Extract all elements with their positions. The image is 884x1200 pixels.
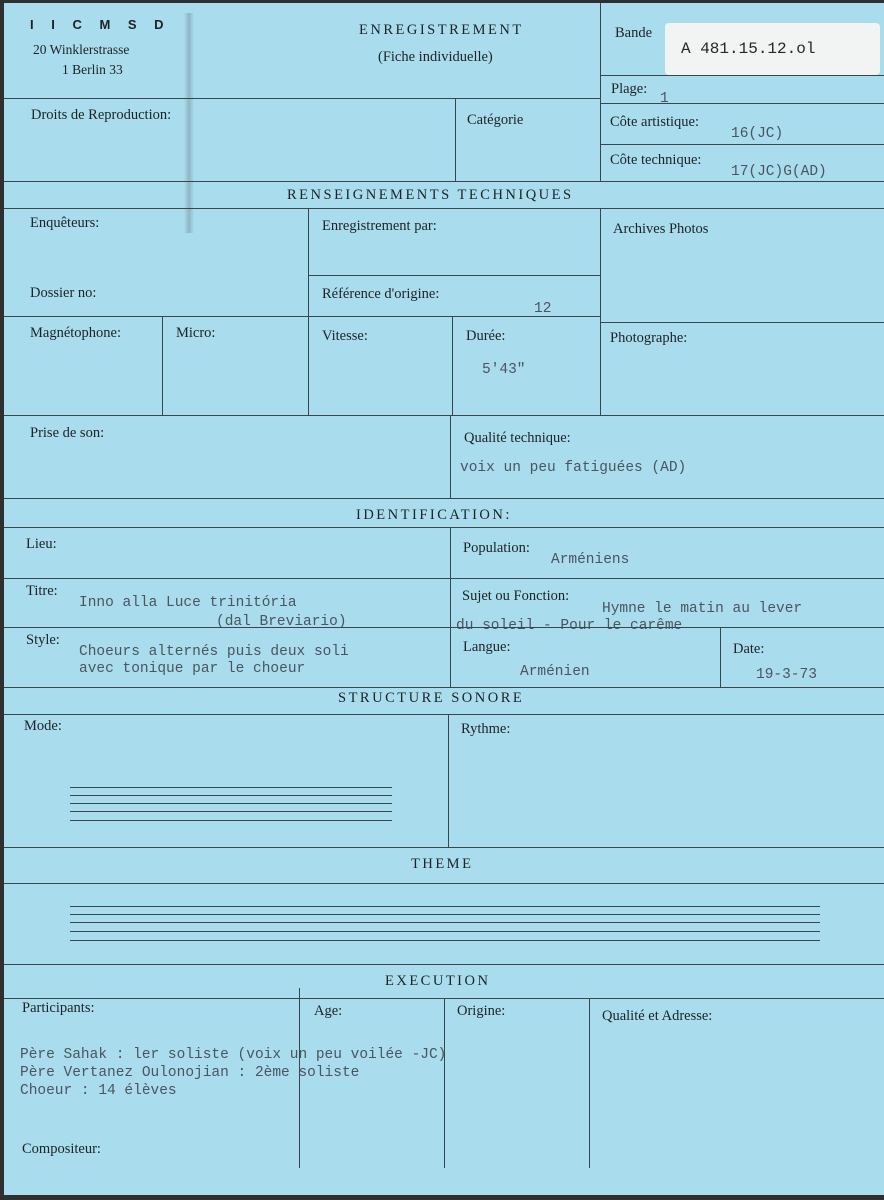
rule <box>4 316 600 317</box>
duree-label: Durée: <box>466 328 506 344</box>
vitesse-label: Vitesse: <box>322 328 368 344</box>
cote-technique-label: Côte technique: <box>610 152 702 168</box>
style-value-line2: avec tonique par le choeur <box>79 661 306 677</box>
rule <box>4 498 884 499</box>
section-execution: EXECUTION <box>385 973 491 989</box>
staff-line <box>70 940 820 941</box>
rule <box>600 322 884 323</box>
staff-line <box>70 906 820 907</box>
rule <box>4 181 884 182</box>
rule <box>4 578 884 579</box>
section-theme: THEME <box>411 856 474 872</box>
langue-value: Arménien <box>520 664 590 680</box>
cote-artistique-value: 16(JC) <box>731 126 784 142</box>
rule <box>162 316 163 415</box>
rule <box>450 415 451 498</box>
rule <box>4 687 884 688</box>
rythme-label: Rythme: <box>461 721 511 737</box>
rule <box>589 998 590 1168</box>
org-name: I I C M S D <box>30 17 171 32</box>
rule <box>4 714 884 715</box>
population-value: Arméniens <box>551 552 630 568</box>
bande-value-sticker: A 481.15.12.ol <box>665 23 880 75</box>
population-label: Population: <box>463 540 530 556</box>
rule <box>600 144 884 145</box>
org-address-city: 1 Berlin 33 <box>62 62 123 77</box>
staff-line <box>70 811 392 812</box>
categorie-label: Catégorie <box>467 112 524 128</box>
style-label: Style: <box>26 632 60 648</box>
participants-label: Participants: <box>22 1000 95 1016</box>
rule <box>308 275 600 276</box>
sujet-label: Sujet ou Fonction: <box>462 588 570 604</box>
rule <box>455 98 456 181</box>
origine-label: Origine: <box>457 1003 506 1019</box>
sujet-value-line1: Hymne le matin au lever <box>602 601 803 617</box>
participant-line-3: Choeur : 14 élèves <box>20 1083 177 1099</box>
rule <box>720 627 721 687</box>
titre-value-line1: Inno alla Luce trinitória <box>79 595 297 611</box>
qualite-adresse-label: Qualité et Adresse: <box>602 1008 713 1024</box>
rule <box>444 998 445 1168</box>
age-label: Age: <box>314 1003 343 1019</box>
staff-line <box>70 922 820 923</box>
enqueteurs-label: Enquêteurs: <box>30 215 100 231</box>
participant-line-2: Père Vertanez Oulonojian : 2ème soliste <box>20 1065 360 1081</box>
magnetophone-label: Magnétophone: <box>30 325 122 341</box>
qualite-technique-value: voix un peu fatiguées (AD) <box>460 460 687 476</box>
duree-value: 5'43" <box>482 362 526 378</box>
recording-form-card <box>4 3 884 1195</box>
qualite-technique-label: Qualité technique: <box>464 430 571 446</box>
rule <box>308 208 309 415</box>
staff-line <box>70 787 392 788</box>
langue-label: Langue: <box>463 639 511 655</box>
bande-label: Bande <box>615 25 653 41</box>
staff-line <box>70 931 820 932</box>
titre-label: Titre: <box>26 583 58 599</box>
staff-line <box>70 820 392 821</box>
rule <box>448 714 449 847</box>
plage-label: Plage: <box>611 81 648 97</box>
rule <box>600 3 601 181</box>
participant-line-1: Père Sahak : ler soliste (voix un peu voilée -JC) <box>20 1047 447 1063</box>
rule <box>600 208 601 415</box>
rule <box>4 98 600 99</box>
cote-artistique-label: Côte artistique: <box>610 114 699 130</box>
form-subtitle: (Fiche individuelle) <box>378 49 493 65</box>
sujet-value-line2: du soleil - Pour le carême <box>456 618 683 634</box>
reference-origine-value: 12 <box>534 301 552 317</box>
rule <box>4 627 884 628</box>
paper-fold-crease <box>184 13 194 233</box>
rule <box>4 415 884 416</box>
rule <box>4 527 884 528</box>
lieu-label: Lieu: <box>26 536 57 552</box>
rule <box>4 964 884 965</box>
section-renseignements: RENSEIGNEMENTS TECHNIQUES <box>287 187 574 203</box>
org-address-street: 20 Winklerstrasse <box>33 42 130 57</box>
rule <box>450 527 451 687</box>
section-identification: IDENTIFICATION: <box>356 507 512 523</box>
rule <box>4 208 884 209</box>
compositeur-label: Compositeur: <box>22 1141 101 1157</box>
style-value-line1: Choeurs alternés puis deux soli <box>79 644 349 660</box>
rule <box>600 103 884 104</box>
date-value: 19-3-73 <box>756 667 817 683</box>
prise-de-son-label: Prise de son: <box>30 425 105 441</box>
droits-label: Droits de Reproduction: <box>31 107 172 123</box>
dossier-label: Dossier no: <box>30 285 97 301</box>
rule <box>299 988 300 1168</box>
plage-value: 1 <box>660 91 669 107</box>
rule <box>4 847 884 848</box>
staff-line <box>70 795 392 796</box>
section-structure-sonore: STRUCTURE SONORE <box>338 690 525 706</box>
staff-line <box>70 914 820 915</box>
mode-label: Mode: <box>24 718 62 734</box>
staff-line <box>70 803 392 804</box>
form-title: ENREGISTREMENT <box>359 22 524 38</box>
micro-label: Micro: <box>176 325 216 341</box>
enregistrement-par-label: Enregistrement par: <box>322 218 437 234</box>
cote-technique-value: 17(JC)G(AD) <box>731 164 827 180</box>
date-label: Date: <box>733 641 765 657</box>
rule <box>600 75 884 76</box>
rule <box>452 316 453 415</box>
reference-origine-label: Référence d'origine: <box>322 286 440 302</box>
titre-value-line2: (dal Breviario) <box>216 614 347 630</box>
archives-photos-label: Archives Photos <box>613 221 709 237</box>
rule <box>4 883 884 884</box>
photographe-label: Photographe: <box>610 330 688 346</box>
